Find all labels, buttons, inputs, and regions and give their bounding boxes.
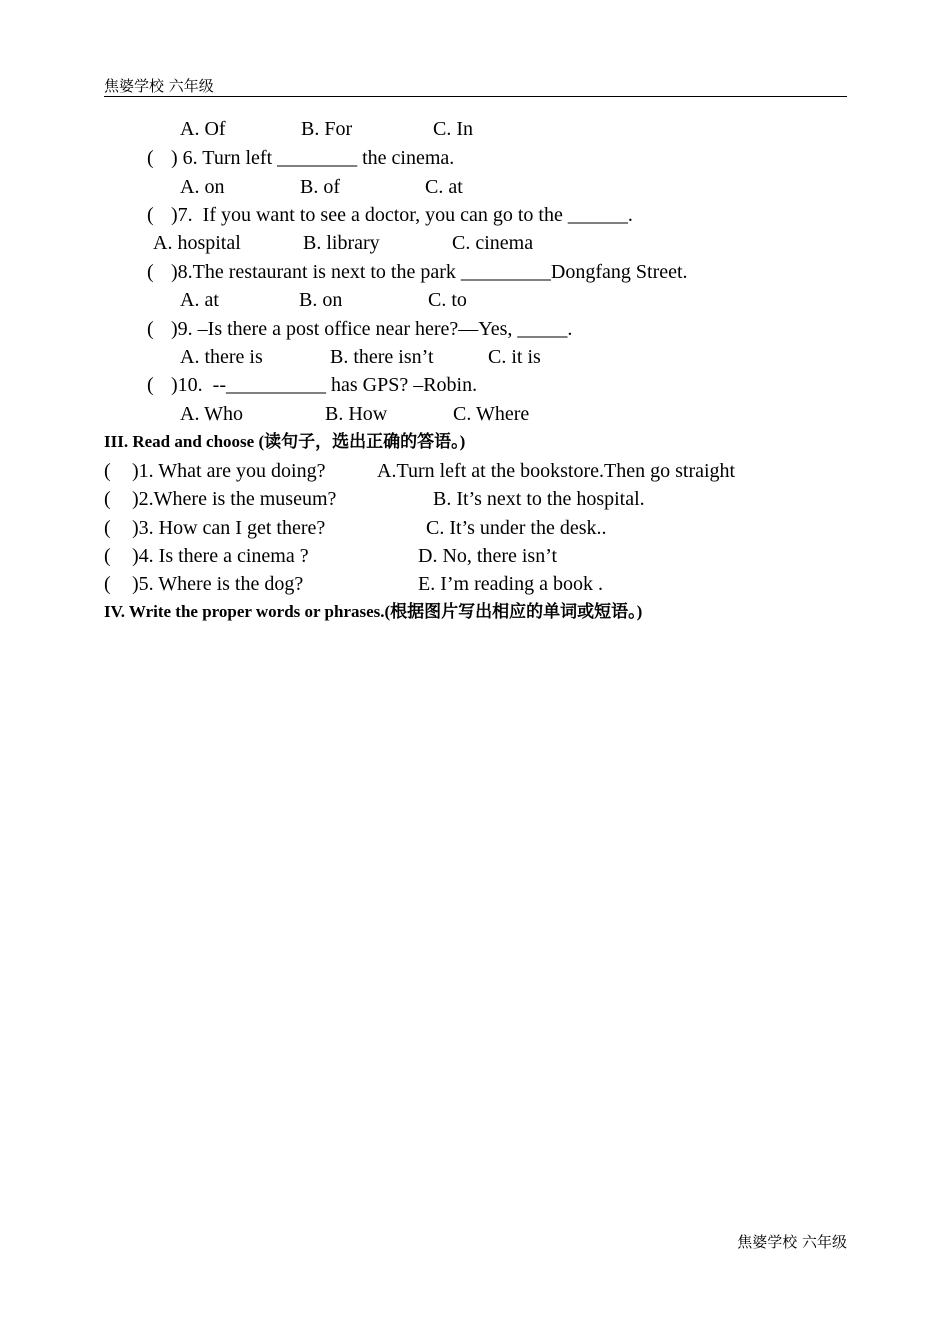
q8-paren: (: [147, 261, 154, 283]
match-5-paren: (: [104, 573, 111, 595]
match-5-answer: E. I’m reading a book .: [418, 573, 603, 595]
q8-option-c: C. to: [428, 289, 467, 311]
q5-option-c: C. In: [433, 118, 473, 140]
q7-paren: (: [147, 204, 154, 226]
match-4-question: )4. Is there a cinema ?: [132, 545, 309, 567]
q10-text: )10. --__________ has GPS? –Robin.: [171, 374, 478, 396]
q9-option-b: B. there isn’t: [330, 346, 434, 368]
q6-paren: (: [147, 147, 154, 169]
header-text: 焦婆学校 六年级: [104, 77, 214, 95]
page-footer: [737, 1232, 847, 1252]
q9-option-a: A. there is: [180, 346, 263, 368]
q7-text: )7. If you want to see a doctor, you can go to the ______.: [171, 204, 633, 226]
q9-paren: (: [147, 318, 154, 340]
match-1-answer: A.Turn left at the bookstore.Then go straight: [377, 460, 736, 482]
match-2-question: )2.Where is the museum?: [132, 488, 337, 510]
q7-option-c: C. cinema: [452, 232, 534, 254]
q8-option-b: B. on: [299, 289, 343, 311]
q10-paren: (: [147, 374, 154, 396]
match-3-paren: (: [104, 517, 111, 539]
q10-option-c: C. Where: [453, 403, 530, 425]
q6-option-c: C. at: [425, 176, 463, 198]
page-header: [104, 76, 847, 97]
match-5-question: )5. Where is the dog?: [132, 573, 304, 595]
section-4-title: IV. Write the proper words or phrases.(根据图片写出相应的单词或短语。): [104, 602, 643, 621]
match-2-paren: (: [104, 488, 111, 510]
q6-option-a: A. on: [180, 176, 225, 198]
match-4-paren: (: [104, 545, 111, 567]
q8-option-a: A. at: [180, 289, 219, 311]
q6-option-b: B. of: [300, 176, 340, 198]
match-3-question: )3. How can I get there?: [132, 517, 326, 539]
q9-option-c: C. it is: [488, 346, 541, 368]
q7-option-a: A. hospital: [153, 232, 241, 254]
match-2-answer: B. It’s next to the hospital.: [433, 488, 645, 510]
q10-option-b: B. How: [325, 403, 388, 425]
q5-option-b: B. For: [301, 118, 353, 140]
q5-option-a: A. Of: [180, 118, 226, 140]
match-1-question: )1. What are you doing?: [132, 460, 326, 482]
match-3-answer: C. It’s under the desk..: [426, 517, 607, 539]
match-4-answer: D. No, there isn’t: [418, 545, 558, 567]
q10-option-a: A. Who: [180, 403, 243, 425]
q7-option-b: B. library: [303, 232, 380, 254]
footer-text: 焦婆学校 六年级: [737, 1233, 847, 1251]
q6-text: ) 6. Turn left ________ the cinema.: [171, 147, 455, 169]
q9-text: )9. –Is there a post office near here?—Yes, _____.: [171, 318, 573, 340]
section-3-title: III. Read and choose (读句子，选出正确的答语。): [104, 432, 466, 451]
match-1-paren: (: [104, 460, 111, 482]
q8-text: )8.The restaurant is next to the park _________Dongfang Street.: [171, 261, 688, 283]
